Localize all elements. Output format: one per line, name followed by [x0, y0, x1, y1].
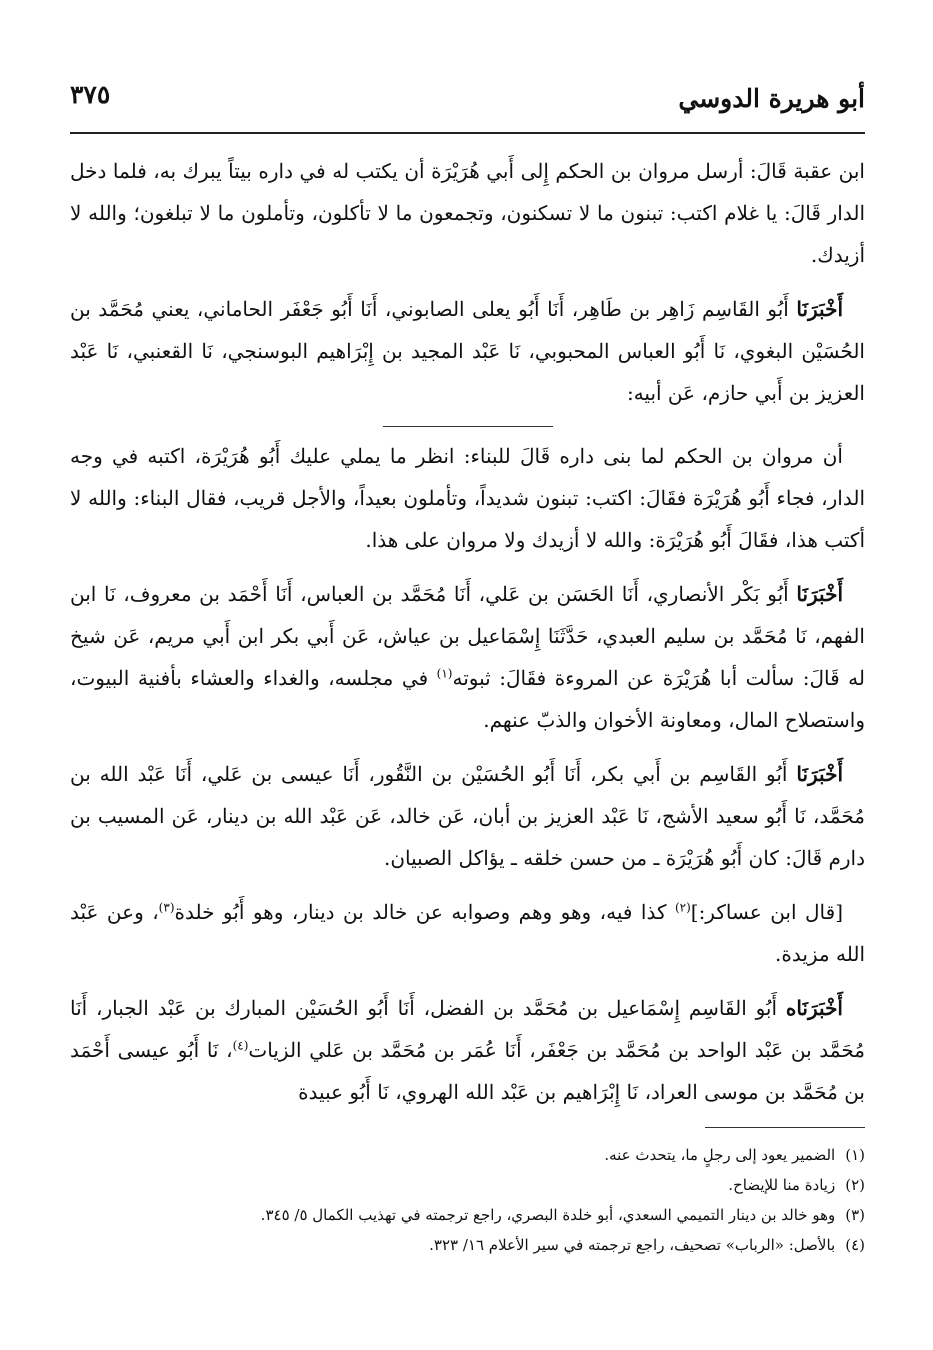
paragraph-text: أن مروان بن الحكم لما بنى داره قَالَ للبناء: انظر ما يملي عليك أَبُو هُرَيْرَة، اكتبه في وجه الدار، فجاء أَبُو هُرَيْرَة فقَالَ: اكتب: تبنون شديداً، وتأملون بعيداً، والأجل قريب، فقال البناء: والله لا أكتب هذا، فقَالَ أَبُو هُرَيْرَة: والله لا أزيدك ولا مروان على هذا. [70, 444, 865, 552]
footnote-4 [70, 1230, 865, 1260]
running-title: أبو هريرة الدوسي [678, 84, 865, 113]
paragraph-text: ابن عقبة قَالَ: أرسل مروان بن الحكم إِلى أَبي هُرَيْرَة أن يكتب له في داره بيتاً يبرك به، فلما دخل الدار قَالَ: يا غلام اكتب: تبنون ما لا تسكنون، وتجمعون ما لا تأكلون، وتأملون ما لا تبلغون؛ والله لا أزيدك. [70, 159, 865, 267]
narration-lead: أَخْبَرَنَا [796, 762, 843, 786]
header-rule [70, 132, 865, 134]
paragraph-2 [70, 288, 865, 414]
paragraph-6 [70, 891, 865, 975]
footnotes [70, 1140, 865, 1260]
paragraph-3 [70, 435, 865, 561]
footnote-3 [70, 1200, 865, 1230]
footnote-text: بالأصل: «الرباب» تصحيف، راجع ترجمته في سير الأعلام ١٦/ ٣٢٣. [429, 1236, 836, 1254]
footnote-number: (٣) [845, 1206, 865, 1224]
footnote-rule [705, 1127, 865, 1128]
footnote-ref[interactable]: (٣) [158, 900, 175, 915]
paragraph-4 [70, 573, 865, 741]
footnote-text: الضمير يعود إلى رجلٍ ما، يتحدث عنه. [604, 1146, 836, 1164]
narration-lead: أَخْبَرَنَا [796, 297, 843, 321]
paragraph-5 [70, 753, 865, 879]
paragraph-text-continued: ، نَا أَبُو عيسى أَحْمَد بن مُحَمَّد بن موسى العراد، نَا إِبْرَاهيم بن عَبْد الله الهروي، نَا أَبُو عبيدة [70, 1038, 865, 1104]
paragraph-text: أَبُو القَاسِم زَاهِر بن طَاهِر، أَنَا أَبُو يعلى الصابوني، أَنَا أَبُو جَعْفَر الحاماني، يعني مُحَمَّد بن الحُسَيْن البغوي، نَا أَبُو العباس المحبوبي، نَا عَبْد المجيد بن إِبْرَاهيم البوسنجي، نَا القعنبي، نَا عَبْد العزيز بن أَبي حازم، عَن أبيه: [70, 297, 865, 405]
paragraph-text-continued: ، وعن عَبْد الله مزيدة. [70, 900, 865, 966]
paragraph-1 [70, 150, 865, 276]
paragraph-text: أَبُو القَاسِم إِسْمَاعيل بن مُحَمَّد بن الفضل، أَنَا أَبُو الحُسَيْن المبارك بن عَبْد الجبار، أَنَا مُحَمَّد بن عَبْد الواحد بن مُحَمَّد بن جَعْفَر، أَنَا عُمَر بن مُحَمَّد بن عَلي الزيات [70, 996, 865, 1062]
page-header [70, 74, 865, 124]
paragraph-text: [قال ابن عساكر:] [690, 900, 843, 924]
paragraph-7 [70, 987, 865, 1113]
footnote-ref[interactable]: (٤) [232, 1038, 249, 1053]
narration-lead: أَخْبَرَنَاه [785, 996, 843, 1020]
footnote-text: زيادة منا للإيضاح. [728, 1176, 836, 1194]
narration-lead: أَخْبَرَنَا [796, 582, 843, 606]
footnote-number: (٢) [845, 1176, 865, 1194]
page-number: ٣٧٥ [70, 80, 111, 109]
footnote-ref[interactable]: (١) [436, 666, 453, 681]
footnote-1 [70, 1140, 865, 1170]
footnote-number: (١) [845, 1146, 865, 1164]
footnote-ref[interactable]: (٢) [674, 900, 691, 915]
footnote-text: وهو خالد بن دينار التميمي السعدي، أبو خلدة البصري، راجع ترجمته في تهذيب الكمال ٥/ ٣٤٥. [260, 1206, 836, 1224]
paragraph-text: أَبُو القَاسِم بن أَبي بكر، أَنَا أَبُو الحُسَيْن بن النَّقُور، أَنَا عيسى بن عَلي، أَنَا عَبْد الله بن مُحَمَّد، نَا أَبُو سعيد الأشج، نَا عَبْد العزيز بن أبان، عَن خالد، عَن عَبْد الله بن دينار، عَن المسيب بن دارم قَالَ: كان أَبُو هُرَيْرَة ـ من حسن خلقه ـ يؤاكل الصبيان. [70, 762, 865, 870]
section-separator [383, 426, 553, 427]
paragraph-text-continued: في مجلسه، والغداء والعشاء بأفنية البيوت، واستصلاح المال، ومعاونة الأخوان والذبّ عنهم. [70, 666, 865, 732]
paragraph-text: أَبُو بَكْر الأنصاري، أَنَا الحَسَن بن عَلي، أَنَا مُحَمَّد بن العباس، أَنَا أَحْمَد بن معروف، نَا ابن الفهم، نَا مُحَمَّد بن سليم العبدي، حَدَّثَنَا إِسْمَاعيل بن عياش، عَن أَبي بكر ابن أَبي مريم، عَن شيخ له قَالَ: سألت أبا هُرَيْرَة عن المروءة فقَالَ: ثبوته [70, 582, 865, 690]
paragraph-text-continued: كذا فيه، وهو وهم وصوابه عن خالد بن دينار، وهو أَبُو خلدة [174, 900, 675, 924]
footnote-2 [70, 1170, 865, 1200]
main-text [70, 150, 865, 1125]
footnote-number: (٤) [845, 1236, 865, 1254]
